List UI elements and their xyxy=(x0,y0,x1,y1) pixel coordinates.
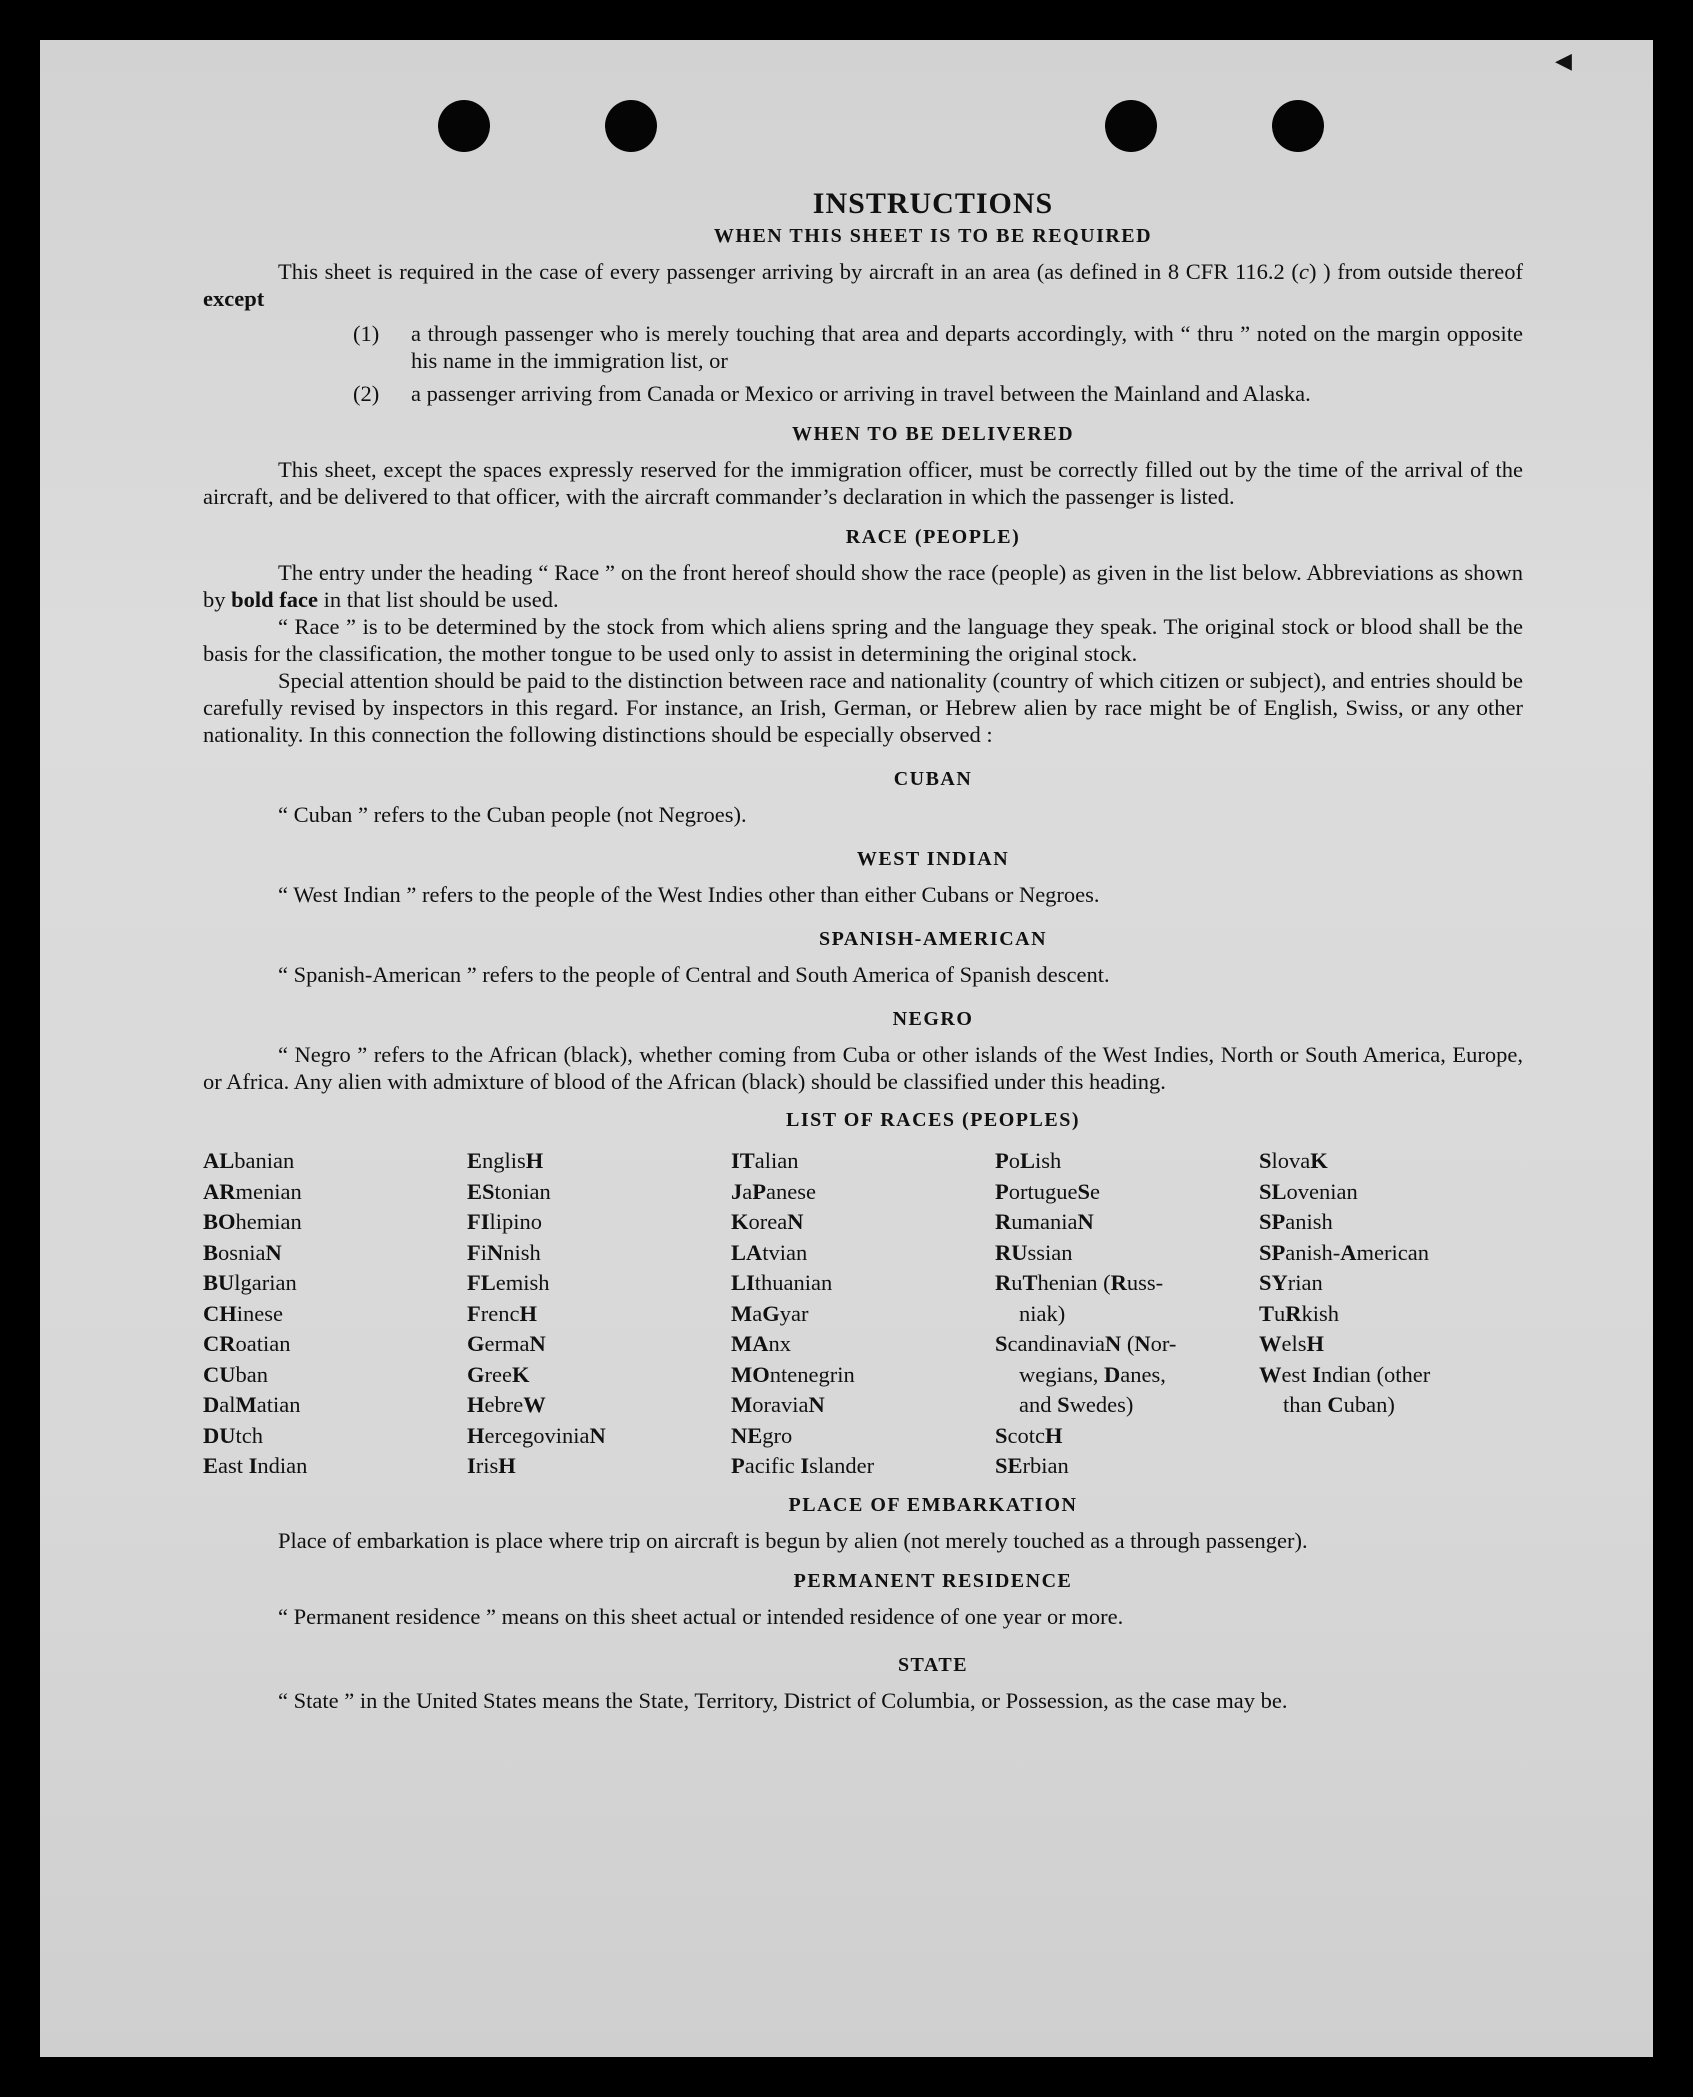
race-entry: KoreaN xyxy=(731,1209,804,1234)
document-sheet xyxy=(40,40,1653,2057)
races-list xyxy=(203,1146,1523,1482)
race-entry: BUlgarian xyxy=(203,1270,297,1295)
race-entry: ScandinaviaN (Nor- xyxy=(995,1331,1177,1356)
races-column xyxy=(995,1146,1259,1482)
race-entry: JaPanese xyxy=(731,1178,816,1204)
residence-text: “ Permanent residence ” means on this sheet actual or intended residence of one year or more. xyxy=(278,1603,1124,1629)
race-entry: PortugueSe xyxy=(995,1178,1100,1204)
race-entry: MoraviaN xyxy=(731,1392,825,1417)
punch-hole xyxy=(605,100,657,152)
race-entry: ScotcH xyxy=(995,1422,1063,1448)
race-entry: SlovaK xyxy=(1259,1148,1328,1173)
races-column xyxy=(203,1146,467,1482)
punch-hole xyxy=(1272,100,1324,152)
races-column xyxy=(731,1146,995,1482)
punch-hole xyxy=(438,100,490,152)
instructions-body xyxy=(203,187,1523,1714)
race-entry: LIthuanian xyxy=(731,1270,833,1295)
race-entry: ALbanian xyxy=(203,1148,295,1173)
race-entry: RumaniaN xyxy=(995,1209,1094,1234)
race-paragraph-1: The entry under the heading “ Race ” on the front hereof should show the race (people) as given in the list below. Abbreviations as shown by bold face in that list should be used. xyxy=(203,560,1523,612)
race-entry: MOntenegrin xyxy=(731,1361,855,1387)
exception-item: (2) a passenger arriving from Canada or Mexico or arriving in travel between the Mainland and Alaska. xyxy=(353,381,1311,406)
race-entry: SLovenian xyxy=(1259,1178,1358,1204)
state-text: “ State ” in the United States means the State, Territory, District of Columbia, or Possession, as the case may be. xyxy=(278,1687,1288,1713)
race-entry: SPanish xyxy=(1259,1209,1333,1234)
race-entry: DalMatian xyxy=(203,1392,301,1417)
heading-required: WHEN THIS SHEET IS TO BE REQUIRED xyxy=(713,225,1153,247)
heading-state: STATE xyxy=(897,1653,969,1676)
race-entry: wegians, Danes, xyxy=(1019,1361,1166,1387)
race-entry: GermaN xyxy=(467,1331,546,1356)
race-entry: SYrian xyxy=(1259,1270,1323,1295)
race-entry: GreeK xyxy=(467,1361,530,1387)
required-intro: This sheet is required in the case of every passenger arriving by aircraft in an area (as defined in 8 CFR 116.2 (c) ) from outside thereof except xyxy=(203,259,1523,311)
race-entry: SPanish-American xyxy=(1259,1239,1429,1265)
race-entry: FLemish xyxy=(467,1270,550,1295)
heading-spanish-american: SPANISH-AMERICAN xyxy=(818,928,1048,950)
heading-negro: NEGRO xyxy=(892,1008,974,1030)
delivered-text: This sheet, except the spaces expressly reserved for the immigration officer, must be correctly filled out by the time of the arrival of the aircraft, and be delivered to that officer, with the aircraft commander’s declaration in which the passenger is listed. xyxy=(203,457,1523,509)
race-entry: TuRkish xyxy=(1259,1300,1340,1326)
races-column xyxy=(1259,1146,1523,1482)
race-entry: EnglisH xyxy=(467,1148,544,1173)
exception-item: (1) a through passenger who is merely touching that area and departs accordingly, with “ thru ” noted on the margin opposite his name in the immigration list, or xyxy=(353,321,1523,373)
race-entry: BosniaN xyxy=(203,1239,282,1265)
race-entry: East Indian xyxy=(203,1453,308,1478)
heading-list-of-races: LIST OF RACES (PEOPLES) xyxy=(785,1109,1080,1131)
race-entry: HercegoviniaN xyxy=(467,1422,606,1448)
race-entry: MaGyar xyxy=(731,1300,809,1326)
race-entry: WelsH xyxy=(1259,1331,1325,1356)
west-indian-text: “ West Indian ” refers to the people of the West Indies other than either Cubans or Negroes. xyxy=(278,882,1100,907)
race-entry: HebreW xyxy=(467,1392,546,1417)
race-entry: BOhemian xyxy=(203,1209,302,1234)
race-entry: and Swedes) xyxy=(1019,1392,1134,1417)
race-entry: Pacific Islander xyxy=(731,1453,875,1478)
race-entry: ARmenian xyxy=(203,1178,302,1204)
race-entry: CHinese xyxy=(203,1300,283,1326)
heading-permanent-residence: PERMANENT RESIDENCE xyxy=(793,1569,1073,1592)
race-entry: MAnx xyxy=(731,1331,791,1356)
race-entry: FIlipino xyxy=(467,1209,543,1234)
races-column xyxy=(467,1146,731,1482)
race-entry: SErbian xyxy=(995,1453,1069,1478)
race-entry: DUtch xyxy=(203,1422,263,1448)
race-paragraph-3: Special attention should be paid to the distinction between race and nationality (country of which citizen or subject), and entries should be carefully revised by inspectors in this regard. For instance, an Irish, German, or Hebrew alien by race might be of English, Swiss, or any other nationality. In this connection the following distinctions should be especially observed : xyxy=(203,668,1523,747)
race-entry: IrisH xyxy=(467,1453,516,1478)
race-entry: CUban xyxy=(203,1361,268,1387)
heading-embarkation: PLACE OF EMBARKATION xyxy=(788,1493,1078,1516)
race-entry: RUssian xyxy=(995,1239,1073,1265)
negro-text: “ Negro ” refers to the African (black), whether coming from Cuba or other islands of the West Indies, North or South America, Europe, or Africa. Any alien with admixture of blood of the African (black) should be classified under this heading. xyxy=(203,1042,1523,1094)
race-entry: FiNnish xyxy=(467,1239,541,1265)
page-title: INSTRUCTIONS xyxy=(812,187,1054,220)
heading-west-indian: WEST INDIAN xyxy=(856,848,1010,870)
race-entry: EStonian xyxy=(467,1178,551,1204)
heading-cuban: CUBAN xyxy=(893,768,973,790)
race-entry: than Cuban) xyxy=(1283,1392,1395,1417)
punch-hole xyxy=(1105,100,1157,152)
race-entry: FrencH xyxy=(467,1300,537,1326)
race-entry: ITalian xyxy=(731,1148,799,1173)
race-entry: RuThenian (Russ- xyxy=(995,1270,1164,1295)
race-entry: LAtvian xyxy=(731,1239,808,1265)
race-entry: PoLish xyxy=(995,1148,1062,1173)
cuban-text: “ Cuban ” refers to the Cuban people (not Negroes). xyxy=(278,802,747,827)
race-entry: niak) xyxy=(1019,1300,1066,1326)
race-entry: NEgro xyxy=(731,1422,793,1448)
race-paragraph-2: “ Race ” is to be determined by the stock from which aliens spring and the language they speak. The original stock or blood shall be the basis for the classification, the mother tongue to be used only to assist in determining the original stock. xyxy=(203,614,1523,666)
race-entry: CRoatian xyxy=(203,1331,291,1356)
embarkation-text: Place of embarkation is place where trip on aircraft is begun by alien (not merely touched as a through passenger). xyxy=(278,1527,1308,1553)
heading-delivered: WHEN TO BE DELIVERED xyxy=(791,423,1075,445)
corner-mark: ◀ xyxy=(1555,48,1572,73)
spanish-american-text: “ Spanish-American ” refers to the people of Central and South America of Spanish descent. xyxy=(278,962,1110,987)
race-entry: West Indian (other xyxy=(1259,1361,1431,1387)
heading-race: RACE (PEOPLE) xyxy=(845,526,1021,548)
